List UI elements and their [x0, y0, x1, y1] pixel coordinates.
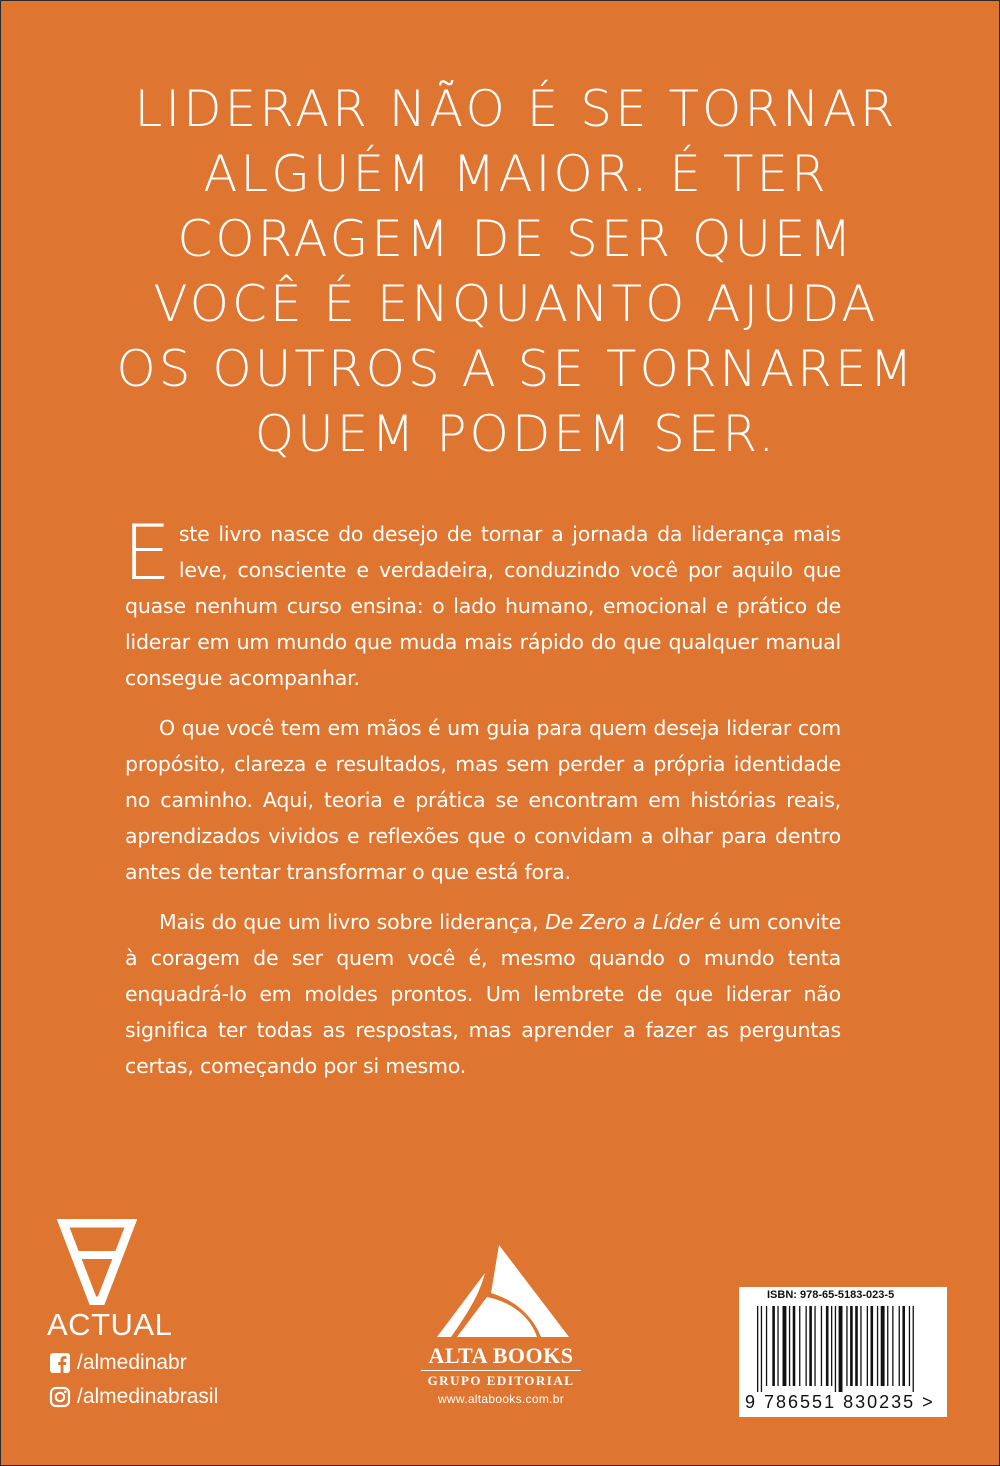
quote-line: LIDERAR NÃO É SE TORNAR	[134, 80, 898, 138]
actual-publisher-name: ACTUAL	[47, 1307, 173, 1342]
actual-a-logo-icon	[57, 1219, 137, 1305]
alta-books-name: ALTA BOOKS	[428, 1343, 574, 1368]
drop-cap: E	[123, 508, 171, 597]
facebook-handle: /almedinabr	[77, 1351, 187, 1374]
synopsis-paragraph-2: O que você tem em mãos é um guia para quem deseja liderar com propósito, clareza e resultados, mas sem perder a própria identidade no caminho. Aqui, teoria e prática se encontram em histórias reais, aprendizados vividos e reflexões que o convidam a olhar para dentro antes de tentar transformar o que está fora.	[125, 716, 841, 884]
paragraph-text: Mais do que um livro sobre liderança,	[159, 910, 546, 934]
paragraph-text: é um convite à coragem de ser quem você é, mesmo quando o mundo tenta enquadrá-lo em moldes prontos. Um lembrete de que liderar não significa ter todas as respostas, mas aprender a fazer as perguntas certas, começando por si mesmo.	[125, 910, 841, 1078]
alta-books-url: www.altabooks.com.br	[437, 1392, 565, 1406]
barcode-bars	[749, 1304, 939, 1392]
quote-line: CORAGEM DE SER QUEM	[177, 210, 855, 268]
synopsis-paragraph-3	[125, 904, 841, 1084]
instagram-link[interactable]	[49, 1385, 218, 1409]
paragraph-text: ste livro nasce do desejo de tornar a jornada da liderança mais leve, consciente e verdadeira, conduzindo você por aquilo que quase nenhum curso ensina: o lado humano, emocional e prático de liderar em um mundo que muda mais rápido do que qualquer manual consegue acompanhar.	[125, 522, 841, 690]
quote-line: ALGUÉM MAIOR. É TER	[203, 145, 829, 203]
facebook-icon	[49, 1352, 71, 1374]
book-title: De Zero a Líder	[545, 910, 703, 934]
quote-line: VOCÊ É ENQUANTO AJUDA	[153, 275, 879, 333]
isbn-barcode	[739, 1287, 947, 1417]
cover-quote	[101, 77, 931, 467]
divider	[421, 1370, 581, 1371]
alta-books-triangle-logo-icon	[429, 1245, 575, 1341]
instagram-icon	[49, 1386, 71, 1408]
quote-line: QUEM PODEM SER.	[254, 405, 778, 463]
instagram-handle: /almedinabrasil	[77, 1385, 219, 1408]
alta-books-group: GRUPO EDITORIAL	[427, 1373, 575, 1388]
synopsis-paragraph-1	[123, 508, 841, 696]
isbn-label: ISBN: 978-65-5183-023-5	[767, 1289, 895, 1301]
synopsis	[123, 508, 841, 1098]
quote-line: OS OUTROS A SE TORNAREM	[116, 340, 916, 398]
facebook-link[interactable]	[49, 1351, 187, 1375]
barcode-digits: 9 786551 830235 >	[745, 1392, 935, 1412]
